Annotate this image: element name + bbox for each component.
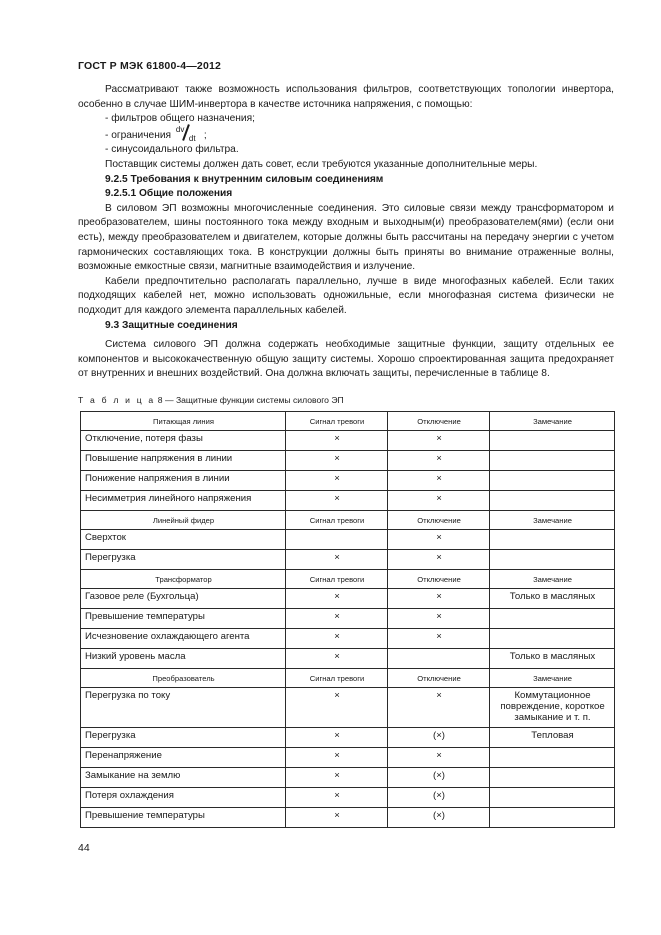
table-header-cell: Сигнал тревоги: [286, 669, 388, 688]
list-item-limit-end: ;: [203, 129, 207, 141]
remark-cell: [490, 768, 615, 788]
trip-cell: (×): [388, 808, 490, 828]
table-row: [81, 688, 615, 728]
alarm-cell: ×: [286, 471, 388, 491]
table-header-cell: Замечание: [490, 669, 615, 688]
protection-function-cell: Низкий уровень масла: [81, 649, 286, 669]
remark-cell: [490, 788, 615, 808]
table-row: [81, 471, 615, 491]
alarm-cell: ×: [286, 629, 388, 649]
trip-cell: ×: [388, 451, 490, 471]
protection-function-cell: Перенапряжение: [81, 748, 286, 768]
alarm-cell: ×: [286, 431, 388, 451]
document-header: ГОСТ Р МЭК 61800-4—2012: [78, 60, 222, 72]
table-caption-title: 8 — Защитные функции системы силового ЭП: [155, 395, 344, 405]
trip-cell: ×: [388, 471, 490, 491]
table-header-cell: Замечание: [490, 412, 615, 431]
table-caption-prefix: Т а б л и ц а: [78, 395, 156, 405]
table-header-cell: Преобразователь: [81, 669, 286, 688]
protection-function-cell: Перегрузка по току: [81, 688, 286, 728]
trip-cell: ×: [388, 550, 490, 570]
table-header-cell: Отключение: [388, 412, 490, 431]
remark-cell: [490, 609, 615, 629]
protection-function-cell: Перегрузка: [81, 728, 286, 748]
intro-paragraph: Рассматривают также возможность использования фильтров, соответствующих топологии инвертора, особенно в случае ШИМ-инвертора в качестве источника напряжения, с помощью:: [78, 84, 614, 110]
alarm-cell: ×: [286, 609, 388, 629]
table-row: [81, 609, 615, 629]
table-row: [81, 451, 615, 471]
remark-cell: [490, 491, 615, 511]
table-row: [81, 629, 615, 649]
body-text-top: [78, 83, 614, 319]
protection-function-cell: Превышение температуры: [81, 609, 286, 629]
remark-cell: [490, 550, 615, 570]
trip-cell: ×: [388, 609, 490, 629]
protection-function-cell: Понижение напряжения в линии: [81, 471, 286, 491]
alarm-cell: ×: [286, 748, 388, 768]
trip-cell: ×: [388, 748, 490, 768]
alarm-cell: [286, 530, 388, 550]
fraction-denominator: dt: [188, 133, 196, 143]
table-row: [81, 530, 615, 550]
table-section-header: [81, 570, 615, 589]
alarm-cell: ×: [286, 808, 388, 828]
table-header-cell: Замечание: [490, 511, 615, 530]
paragraph-connections: В силовом ЭП возможны многочисленные соединения. Это силовые связи между трансформатором и преобразователем, шины постоянного тока между входным и выходным(и) преобразователем(ями) (если они есть), между преобразователем и двигателем, которые должны быть рассчитаны на передачу энергии с учетом гармонических составляющих тока. В конструкции должны быть приняты во внимание отраженные волны, возможные емкостные связи, магнитные взаимодействия и излучение.: [78, 202, 614, 273]
table-section-header: [81, 669, 615, 688]
protection-function-cell: Потеря охлаждения: [81, 788, 286, 808]
alarm-cell: ×: [286, 589, 388, 609]
dv-dt-fraction: [174, 124, 204, 143]
alarm-cell: ×: [286, 788, 388, 808]
remark-cell: [490, 431, 615, 451]
table-header-cell: Отключение: [388, 669, 490, 688]
protection-function-cell: Сверхток: [81, 530, 286, 550]
section-heading-9251: 9.2.5.1 Общие положения: [105, 188, 233, 200]
table-header-cell: Трансформатор: [81, 570, 286, 589]
table-section-header: [81, 412, 615, 431]
protection-function-cell: Газовое реле (Бухгольца): [81, 589, 286, 609]
protection-function-cell: Несимметрия линейного напряжения: [81, 491, 286, 511]
list-item-sine-filter: - синусоидального фильтра.: [105, 144, 239, 156]
remark-cell: [490, 530, 615, 550]
trip-cell: ×: [388, 688, 490, 728]
alarm-cell: ×: [286, 768, 388, 788]
body-text-protection: [78, 338, 614, 382]
trip-cell: ×: [388, 629, 490, 649]
trip-cell: (×): [388, 788, 490, 808]
table-header-cell: Замечание: [490, 570, 615, 589]
protection-function-cell: Исчезновение охлаждающего агента: [81, 629, 286, 649]
alarm-cell: ×: [286, 649, 388, 669]
list-item-limit: [78, 124, 614, 144]
list-item-limit-text: - ограничения: [105, 129, 174, 141]
remark-cell: [490, 451, 615, 471]
table-header-cell: Питающая линия: [81, 412, 286, 431]
trip-cell: (×): [388, 728, 490, 748]
protection-functions-table: [80, 411, 615, 828]
remark-cell: Только в масляных: [490, 589, 615, 609]
page-number: 44: [78, 842, 90, 854]
table-body: [81, 412, 615, 828]
table-row: [81, 768, 615, 788]
section-heading-925: 9.2.5 Требования к внутренним силовым соединениям: [105, 173, 384, 185]
remark-cell: Только в масляных: [490, 649, 615, 669]
fraction-numerator: dv: [175, 124, 185, 134]
table-row: [81, 589, 615, 609]
table-header-cell: Сигнал тревоги: [286, 412, 388, 431]
table-row: [81, 550, 615, 570]
table-header-cell: Отключение: [388, 570, 490, 589]
alarm-cell: ×: [286, 550, 388, 570]
table-header-cell: Линейный фидер: [81, 511, 286, 530]
trip-cell: ×: [388, 589, 490, 609]
table-row: [81, 728, 615, 748]
remark-cell: Коммутационное повреждение, короткое замыкание и т. п.: [490, 688, 615, 728]
trip-cell: ×: [388, 530, 490, 550]
table-row: [81, 491, 615, 511]
trip-cell: ×: [388, 491, 490, 511]
remark-cell: [490, 629, 615, 649]
supplier-paragraph: Поставщик системы должен дать совет, если требуются указанные дополнительные меры.: [105, 158, 538, 170]
protection-function-cell: Превышение температуры: [81, 808, 286, 828]
alarm-cell: ×: [286, 491, 388, 511]
section-heading-93: 9.3 Защитные соединения: [105, 320, 238, 331]
remark-cell: [490, 471, 615, 491]
protection-function-cell: Повышение напряжения в линии: [81, 451, 286, 471]
remark-cell: [490, 748, 615, 768]
protection-function-cell: Перегрузка: [81, 550, 286, 570]
alarm-cell: ×: [286, 688, 388, 728]
remark-cell: [490, 808, 615, 828]
table-row: [81, 808, 615, 828]
table-row: [81, 649, 615, 669]
trip-cell: ×: [388, 431, 490, 451]
table-header-cell: Сигнал тревоги: [286, 511, 388, 530]
table-header-cell: Сигнал тревоги: [286, 570, 388, 589]
paragraph-protection: Система силового ЭП должна содержать необходимые защитные функции, защиту отдельных ее компонентов и высококачественную общую защиту системы. Хорошо спроектированная защита предохраняет от внутренних и внешних воздействий. Она должна включать защиты, перечисленные в таблице 8.: [78, 339, 614, 380]
list-item-filters: - фильтров общего назначения;: [105, 113, 255, 125]
remark-cell: Тепловая: [490, 728, 615, 748]
table-row: [81, 788, 615, 808]
protection-function-cell: Замыкание на землю: [81, 768, 286, 788]
alarm-cell: ×: [286, 451, 388, 471]
table-caption: [78, 395, 344, 405]
protection-function-cell: Отключение, потеря фазы: [81, 431, 286, 451]
alarm-cell: ×: [286, 728, 388, 748]
table-section-header: [81, 511, 615, 530]
trip-cell: (×): [388, 768, 490, 788]
table-row: [81, 431, 615, 451]
table-header-cell: Отключение: [388, 511, 490, 530]
trip-cell: [388, 649, 490, 669]
paragraph-cables: Кабели предпочтительно располагать параллельно, лучше в виде многофазных кабелей. Если таких подходящих кабелей нет, можно использовать одножильные, если многофазная система физически не подходит для каждого элемента параллельных кабелей.: [78, 275, 614, 316]
table-row: [81, 748, 615, 768]
